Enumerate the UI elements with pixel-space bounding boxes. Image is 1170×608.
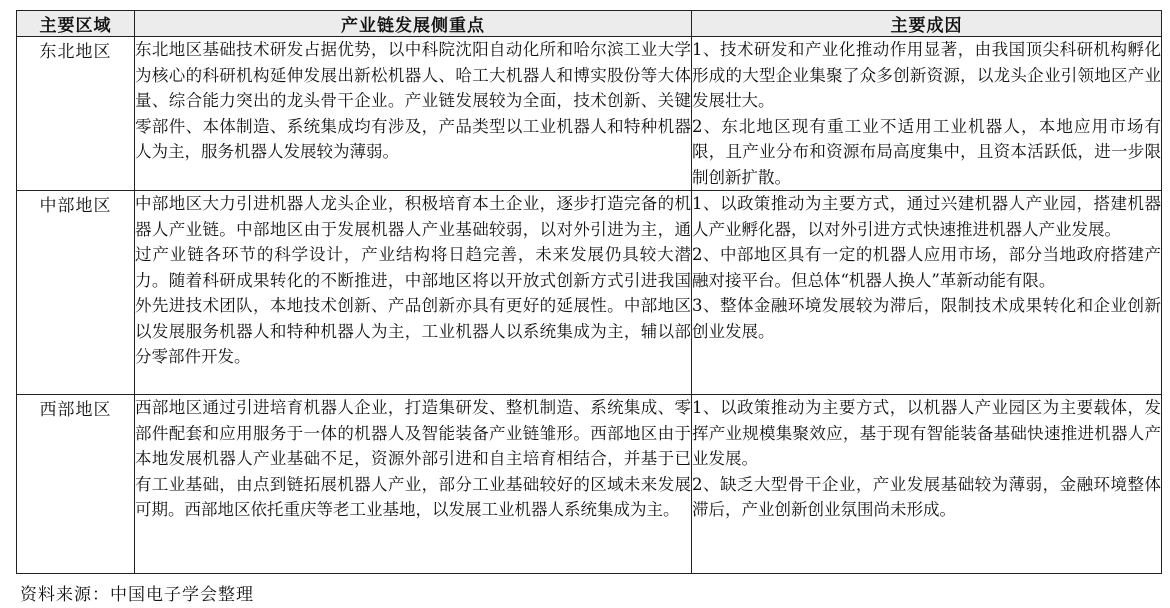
cause-item: 2、中部地区具有一定的机器人应用市场，部分当地政府搭建产融对接平台。但总体“机器人换人”革新动能有限。 [692,245,1161,290]
header-region: 主要区域 [17,11,135,37]
cause-item: 2、东北地区现有重工业不适用工业机器人，本地应用市场有限，且产业分布和资源布局高度集中，且资本活跃低，进一步限制创新扩散。 [692,116,1161,187]
region-cell: 西部地区 [17,395,135,574]
focus-cell: 东北地区基础技术研发占据优势，以中科院沈阳自动化所和哈尔滨工业大学为核心的科研机构延伸发展出新松机器人、哈工大机器人和博实股份等大体量、综合能力突出的龙头骨干企业。产业链发展较为全面，技术创新、关键零部件、本体制造、系统集成均有涉及，产品类型以工业机器人和特种机器人为主，服务机器人发展较为薄弱。 [135,37,692,191]
region-cell: 中部地区 [17,191,135,395]
region-comparison-table [16,10,1162,574]
cause-item: 1、以政策推动为主要方式，以机器人产业园区为主要载体，发挥产业规模集聚效应，基于现有智能装备基础快速推进机器人产业发展。 [692,398,1161,468]
focus-cell: 中部地区大力引进机器人龙头企业，积极培育本土企业，逐步打造完备的机器人产业链。中部地区由于发展机器人产业基础较弱，以对外引进为主，通过产业链各环节的科学设计，产业结构将日趋完善，未来发展仍具较大潜力。随着科研成果转化的不断推进，中部地区将以开放式创新方式引进我国外先进技术团队，本地技术创新、产品创新亦具有更好的延展性。中部地区以发展服务机器人和特种机器人为主，工业机器人以系统集成为主，辅以部分零部件开发。 [135,191,692,395]
cause-item: 1、以政策推动为主要方式，通过兴建机器人产业园，搭建机器人产业孵化器，以对外引进方式快速推进机器人产业发展。 [692,194,1161,239]
header-focus: 产业链发展侧重点 [135,11,692,37]
table-row-northeast [17,37,1162,191]
header-cause: 主要成因 [692,11,1162,37]
table-row-west [17,395,1162,574]
cause-item: 2、缺乏大型骨干企业，产业发展基础较为薄弱，金融环境整体滞后，产业创新创业氛围尚未形成。 [692,474,1161,519]
source-note: 资料来源：中国电子学会整理 [20,585,254,605]
cause-cell [692,395,1162,574]
cause-cell [692,191,1162,395]
table-row-central [17,191,1162,395]
focus-cell: 西部地区通过引进培育机器人企业，打造集研发、整机制造、系统集成、零部件配套和应用服务于一体的机器人及智能装备产业链雏形。西部地区由于本地发展机器人产业基础不足，资源外部引进和自主培育相结合，并基于已有工业基础，由点到链拓展机器人产业，部分工业基础较好的区域未来发展可期。西部地区依托重庆等老工业基地，以发展工业机器人系统集成为主。 [135,395,692,574]
cause-item: 3、整体金融环境发展较为滞后，限制技术成果转化和企业创新创业发展。 [692,296,1161,341]
cause-cell [692,37,1162,191]
cause-item: 1、技术研发和产业化推动作用显著，由我国顶尖科研机构孵化形成的大型企业集聚了众多创新资源，以龙头企业引领地区产业发展壮大。 [692,40,1161,110]
header-row [17,11,1162,37]
region-cell: 东北地区 [17,37,135,191]
